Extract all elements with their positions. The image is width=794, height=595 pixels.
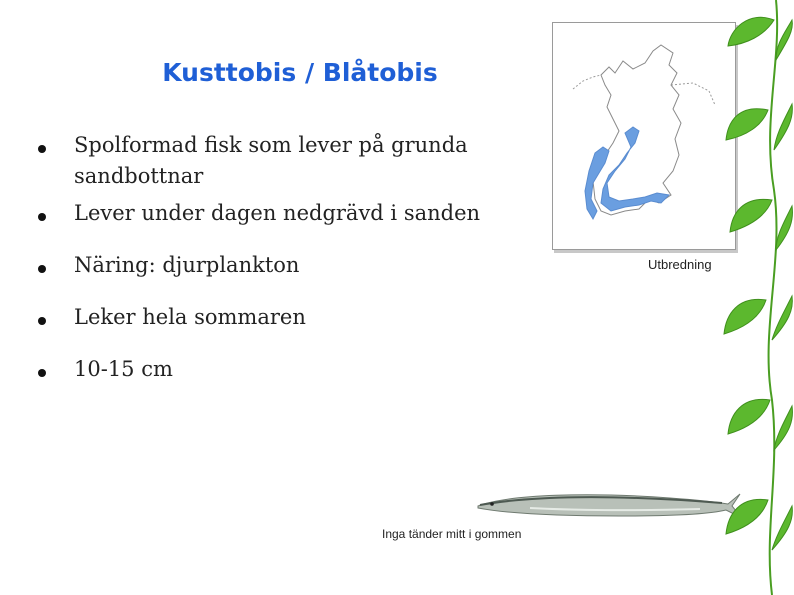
- bullet-text: Näring: djurplankton: [74, 253, 300, 277]
- green-leaf-vine-icon: [718, 0, 794, 595]
- bullet-item: [38, 302, 558, 333]
- bullet-text: Lever under dagen nedgrävd i sanden: [74, 201, 481, 225]
- bullet-item: [38, 354, 558, 385]
- bullet-dot: [38, 369, 46, 377]
- finland-distribution-map-icon: [553, 23, 735, 249]
- map-caption: Utbredning: [648, 257, 712, 272]
- fish-caption: Inga tänder mitt i gommen: [382, 527, 522, 541]
- bullet-text: Leker hela sommaren: [74, 305, 306, 329]
- bullet-dot: [38, 145, 46, 153]
- bullet-dot: [38, 265, 46, 273]
- slide-title: Kusttobis / Blåtobis: [162, 58, 438, 87]
- bullet-dot: [38, 317, 46, 325]
- bullet-text: Spolformad fisk som lever på grunda sandbottnar: [74, 133, 468, 188]
- bullet-item: [38, 130, 558, 192]
- bullet-item: [38, 198, 558, 229]
- bullet-text: 10-15 cm: [74, 357, 173, 381]
- bullet-item: [38, 250, 558, 281]
- bullet-dot: [38, 213, 46, 221]
- bullet-list: [38, 130, 558, 385]
- sand-eel-fish-icon: [470, 484, 745, 524]
- distribution-map-frame: [552, 22, 736, 250]
